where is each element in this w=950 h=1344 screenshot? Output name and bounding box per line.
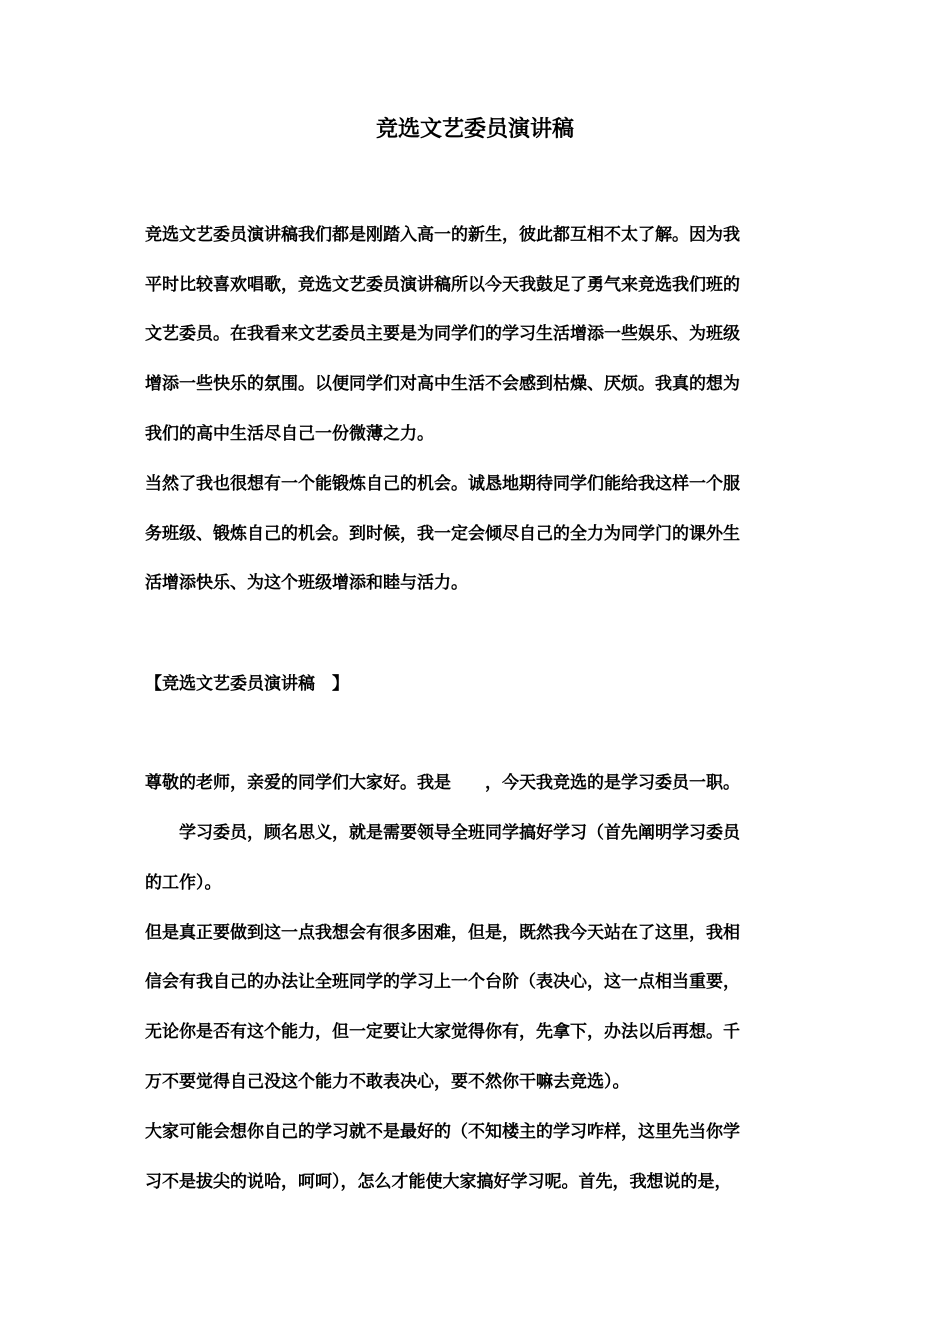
document-title: 竞选文艺委员演讲稿 — [375, 117, 574, 142]
paragraph-line: 竞选文艺委员演讲稿我们都是刚踏入高一的新生，彼此都互相不太了解。因为我 — [145, 225, 740, 245]
paragraph-line: 文艺委员。在我看来文艺委员主要是为同学们的学习生活增添一些娱乐、为班级 — [145, 324, 740, 344]
paragraph-line: 万不要觉得自己没这个能力不敢表决心，要不然你干嘛去竞选）。 — [145, 1072, 630, 1092]
paragraph-line: 习不是拔尖的说哈，呵呵），怎么才能使大家搞好学习呢。首先，我想说的是， — [145, 1172, 732, 1192]
paragraph-line: 平时比较喜欢唱歌，竞选文艺委员演讲稿所以今天我鼓足了勇气来竞选我们班的 — [145, 275, 740, 295]
paragraph-line: 务班级、锻炼自己的机会。到时候，我一定会倾尽自己的全力为同学门的课外生 — [145, 524, 740, 544]
paragraph-line: 但是真正要做到这一点我想会有很多困难，但是，既然我今天站在了这里，我相 — [145, 923, 740, 943]
paragraph-line: 增添一些快乐的氛围。以便同学们对高中生活不会感到枯燥、厌烦。我真的想为 — [145, 374, 740, 394]
paragraph-line: 当然了我也很想有一个能锻炼自己的机会。诚恳地期待同学们能给我这样一个服 — [145, 474, 740, 494]
paragraph-line: 的工作）。 — [145, 873, 222, 893]
paragraph-line: 我们的高中生活尽自己一份微薄之力。 — [145, 424, 434, 444]
paragraph-line: 信会有我自己的办法让全班同学的学习上一个台阶（表决心，这一点相当重要， — [145, 972, 740, 992]
paragraph-line: 学习委员，顾名思义，就是需要领导全班同学搞好学习（首先阐明学习委员 — [145, 823, 740, 843]
section-heading: 【竞选文艺委员演讲稿 】 — [145, 674, 349, 694]
paragraph-line: 无论你是否有这个能力，但一定要让大家觉得你有，先拿下，办法以后再想。千 — [145, 1022, 740, 1042]
paragraph-line: 尊敬的老师，亲爱的同学们大家好。我是 ，今天我竞选的是学习委员一职。 — [145, 773, 740, 793]
paragraph-line: 活增添快乐、为这个班级增添和睦与活力。 — [145, 573, 468, 593]
paragraph-line: 大家可能会想你自己的学习就不是最好的（不知楼主的学习咋样，这里先当你学 — [145, 1122, 740, 1142]
